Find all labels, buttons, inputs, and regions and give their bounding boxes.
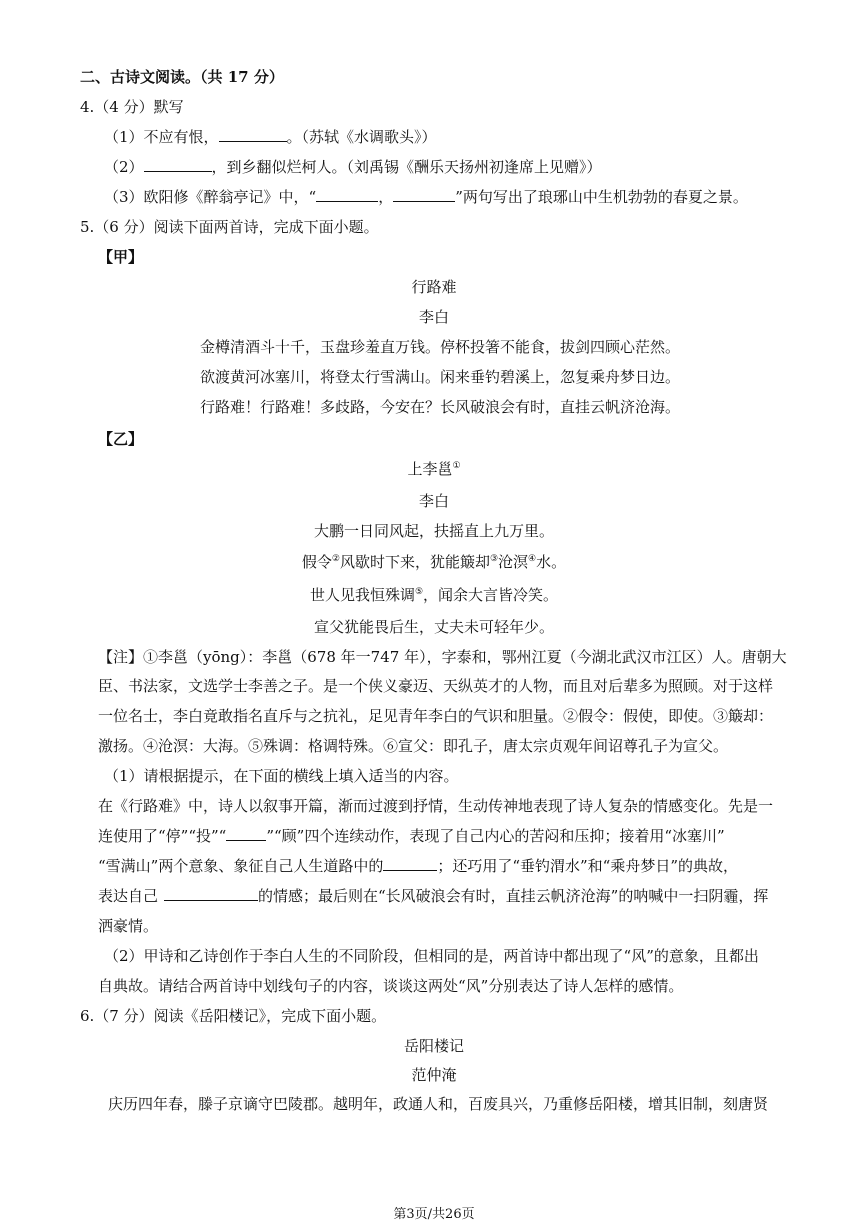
q5-sub1-paragraph bbox=[98, 855, 738, 877]
page-footer: 第3页/共26页 bbox=[393, 1207, 475, 1222]
q5-sub1-paragraph: 在《行路难》中，诗人以叙事开篇，渐而过渡到抒情，生动传神地表现了诗人复杂的情感变化。先是一 bbox=[98, 797, 774, 815]
poem-text: 世人见我恒殊调 bbox=[309, 586, 415, 604]
poem-yi-line-4: 宣父犹能畏后生，丈夫未可轻年少。 bbox=[313, 618, 554, 636]
poem-yi-line-2 bbox=[0, 551, 868, 573]
q4-item-3 bbox=[104, 186, 748, 208]
paragraph-text: “雪满山”两个意象、象征自己人生道路中的 bbox=[98, 857, 384, 875]
poem-text: 假令 bbox=[301, 553, 332, 571]
q5-sub1-paragraph bbox=[98, 825, 725, 847]
q4-item-1-text-b: 。（苏轼《水调歌头》） bbox=[286, 128, 437, 146]
q5-sub1-paragraph: 洒豪情。 bbox=[98, 917, 159, 935]
q4-item-3-text-b: ， bbox=[378, 188, 394, 206]
poem-text: 水。 bbox=[536, 553, 567, 571]
notes-line: 激扬。④沧溟：大海。⑤殊调：格调特殊。⑥宣父：即孔子，唐太宗贞观年间诏尊孔子为宣父。 bbox=[98, 737, 729, 755]
q4-item-1 bbox=[104, 126, 437, 148]
poem-yi-title bbox=[0, 458, 868, 480]
footnote-marker: ③ bbox=[489, 554, 499, 564]
article-title: 岳阳楼记 bbox=[403, 1037, 464, 1055]
poem-yi-title-text: 上李邕 bbox=[407, 460, 453, 478]
poem-jia-line: 行路难！行路难！多歧路，今安在？长风破浪会有时，直挂云帆济沧海。 bbox=[200, 398, 681, 416]
poem-jia-title: 行路难 bbox=[411, 278, 457, 296]
answer-blank[interactable] bbox=[144, 156, 212, 172]
answer-blank[interactable] bbox=[383, 855, 437, 871]
notes-line: 臣、书法家，文选学士李善之子。是一个侠义豪迈、天纵英才的人物，而且对后辈多为照顾。对于这样 bbox=[98, 677, 774, 695]
q4-item-2-text-a: （2） bbox=[104, 158, 144, 176]
q4-title: 4.（4 分）默写 bbox=[80, 98, 184, 116]
footnote-marker: ⑤ bbox=[414, 587, 424, 597]
q4-item-2-text-b: ，到乡翻似烂柯人。（刘禹锡《酬乐天扬州初逢席上见赠》） bbox=[211, 158, 602, 176]
q4-item-1-text-a: （1）不应有恨， bbox=[104, 128, 219, 146]
footnote-marker: ② bbox=[331, 554, 340, 564]
notes-line: 一位名士，李白竟敢指名直斥与之抗礼，足见青年李白的气识和胆量。②假令：假使，即使。③簸却： bbox=[98, 707, 774, 725]
q5-sub1-paragraph bbox=[98, 885, 768, 907]
paragraph-text: 连使用了“停”“投”“ bbox=[98, 827, 227, 845]
article-first-line: 庆历四年春，滕子京谪守巴陵郡。越明年，政通人和，百废具兴，乃重修岳阳楼，增其旧制，刻唐贤 bbox=[108, 1095, 769, 1113]
poem-text: 沧溟 bbox=[498, 553, 529, 571]
footnote-marker: ④ bbox=[528, 554, 537, 564]
poem-jia-line: 金樽清酒斗十千，玉盘珍羞直万钱。停杯投箸不能食，拔剑四顾心茫然。 bbox=[200, 338, 681, 356]
q5-sub1-prompt: （1）请根据提示，在下面的横线上填入适当的内容。 bbox=[104, 767, 459, 785]
q5-title: 5.（6 分）阅读下面两首诗，完成下面小题。 bbox=[80, 218, 379, 236]
answer-blank[interactable] bbox=[316, 186, 378, 202]
poem-text: 风歇时下来，犹能簸却 bbox=[339, 553, 490, 571]
answer-blank[interactable] bbox=[164, 885, 258, 901]
paragraph-text: ”“顾”四个连续动作，表现了自己内心的苦闷和压抑；接着用“冰塞川” bbox=[266, 827, 725, 845]
notes-line: 【注】①李邕（yōng）：李邕（678 年一747 年），字泰和，鄂州江夏（今湖北武汉市江区）人。唐朝大 bbox=[98, 648, 787, 666]
q4-item-3-text-c: ”两句写出了琅琊山中生机勃勃的春夏之景。 bbox=[455, 188, 748, 206]
q4-item-3-text-a: （3）欧阳修《醉翁亭记》中，“ bbox=[104, 188, 317, 206]
q4-item-2 bbox=[104, 156, 602, 178]
answer-blank[interactable] bbox=[219, 126, 287, 142]
q6-title: 6.（7 分）阅读《岳阳楼记》，完成下面小题。 bbox=[80, 1007, 387, 1025]
article-author: 范仲淹 bbox=[411, 1066, 457, 1084]
footnote-marker: ① bbox=[452, 461, 461, 471]
poem-jia-line: 欲渡黄河冰塞川，将登太行雪满山。闲来垂钓碧溪上，忽复乘舟梦日边。 bbox=[200, 368, 681, 386]
section-heading: 二、古诗文阅读。（共 17 分） bbox=[80, 68, 284, 86]
poem-yi-line-3 bbox=[0, 584, 868, 606]
poem-yi-tag: 【乙】 bbox=[98, 430, 144, 448]
answer-blank[interactable] bbox=[226, 825, 266, 841]
poem-yi-author: 李白 bbox=[418, 492, 449, 510]
q5-sub2-line: 自典故。请结合两首诗中划线句子的内容，谈谈这两处“风”分别表达了诗人怎样的感情。 bbox=[98, 977, 684, 995]
paragraph-text: 的情感；最后则在“长风破浪会有时，直挂云帆济沧海”的呐喊中一扫阴霾，挥 bbox=[258, 887, 769, 905]
paragraph-text: 表达自己 bbox=[98, 887, 159, 905]
poem-yi-line-1: 大鹏一日同风起，扶摇直上九万里。 bbox=[313, 522, 554, 540]
answer-blank[interactable] bbox=[393, 186, 455, 202]
poem-text: ，闻余大言皆冷笑。 bbox=[423, 586, 559, 604]
paragraph-text: ；还巧用了“垂钓渭水”和“乘舟梦日”的典故， bbox=[437, 857, 739, 875]
poem-jia-author: 李白 bbox=[418, 308, 449, 326]
poem-jia-tag: 【甲】 bbox=[98, 248, 144, 266]
q5-sub2-line: （2）甲诗和乙诗创作于李白人生的不同阶段，但相同的是，两首诗中都出现了“风”的意象，且都出 bbox=[104, 947, 759, 965]
